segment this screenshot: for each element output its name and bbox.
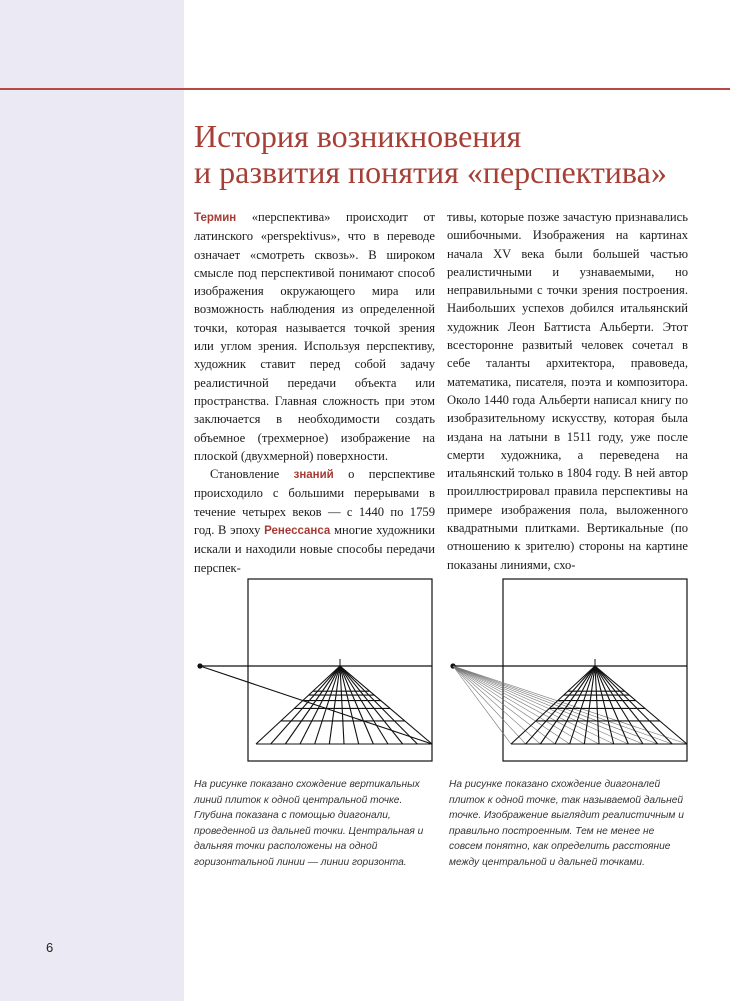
diagonal-ray <box>453 666 687 744</box>
diagonal-ray <box>453 666 570 744</box>
orthogonal-line <box>595 666 687 744</box>
tile-grid <box>511 666 687 744</box>
orthogonal-line <box>595 666 628 744</box>
title-line-1: История возникновения <box>194 118 522 154</box>
paragraph-3: тивы, которые позже зачастую признавались ошибочными. Изображения на картинах начала XV века были большей частью реалистичными и узнаваемыми, но неправильными с точки зрения построения. Наибольших успехов добился итальянский художник Леон Баттиста Альберти. Этот всесторонне развитый человек сочетал в себе таланты архитектора, правоведа, математика, писателя, поэта и композитора. Около 1440 года Альберти написал книгу по изобразительному искусству, которая была издана на латыни в 1511 году, уже после смерти художника, а переведена на итальянский только в 1804 году. В ней автор проиллюстрировал правила перспективы на примере изображения пола, выложенного квадратными плитками. Вертикальные (по отношению к зрителю) стороны на картине показаны линиями, схо- <box>447 210 688 572</box>
paragraph-1: Термин «перспектива» происходит от латинского «perspektivus», что в переводе означает «смотреть сквозь». В широком смысле под перспективой понимают способ изображения окружающего мира или возможность наблюдения из определенной точки, которая называется точкой зрения или углом зрения. Используя перспективу, художник ставит перед собой задачу реалистичной передачи объекта или пространства. Главная сложность при этом заключается в необходимости создать объемное (трехмерное) изображение на плоской (двухмерной) поверхности. <box>194 210 435 463</box>
left-column <box>194 208 435 577</box>
diagonal-ray <box>453 666 526 744</box>
orthogonal-line <box>340 666 417 744</box>
diagonal-ray <box>453 666 672 744</box>
title-line-2: и развития понятия «перспектива» <box>194 154 667 190</box>
diagonal-ray <box>453 666 555 744</box>
orthogonal-line <box>271 666 340 744</box>
orthogonal-line <box>340 666 344 744</box>
diagonal-ray <box>453 666 540 744</box>
depth-diagonal <box>200 666 432 744</box>
figure-distance-point <box>445 573 707 768</box>
diagonal-ray <box>453 666 584 744</box>
term-highlight: знаний <box>293 469 334 482</box>
diagonal-ray <box>453 666 599 744</box>
tile-grid <box>256 666 432 744</box>
right-column <box>447 208 688 574</box>
page-sidebar <box>0 0 184 1001</box>
orthogonal-line <box>340 666 388 744</box>
figure-central-vanishing-point <box>186 573 448 768</box>
page-number: 6 <box>46 940 54 955</box>
orthogonal-line <box>329 666 340 744</box>
orthogonal-line <box>595 666 599 744</box>
orthogonal-line <box>285 666 340 744</box>
caption-left: На рисунке показано схождение вертикальных линий плиток к одной центральной точке. Глубина показана с помощью диагонали, проведенной из дальней точки. Центральная и дальняя точки расположены на одной горизонтальной линии — линии горизонта. <box>194 779 424 868</box>
orthogonal-line <box>526 666 595 744</box>
term-highlight: Термин <box>194 212 237 224</box>
orthogonal-line <box>595 666 672 744</box>
orthogonal-line <box>340 666 432 744</box>
caption-right: На рисунке показано схождение диагоналей плиток к одной точке, так называемой дальней точке. Изображение выглядит реалистичным и правильно построенным. Тем не менее не совсем понятно, как определить расстояние между центральной и дальней точками. <box>449 779 684 868</box>
header-rule <box>0 88 730 90</box>
paragraph-2: Становление знаний о перспективе происходило с большими перерывами в течение четырех веков — с 1440 по 1759 год. В эпоху Ренессанса многие художники искали и находили новые способы передачи перспек- <box>194 467 435 575</box>
diagonal-rays <box>453 666 687 744</box>
term-highlight: Ренессанса <box>264 525 331 538</box>
page-title <box>194 118 714 190</box>
orthogonal-line <box>340 666 373 744</box>
